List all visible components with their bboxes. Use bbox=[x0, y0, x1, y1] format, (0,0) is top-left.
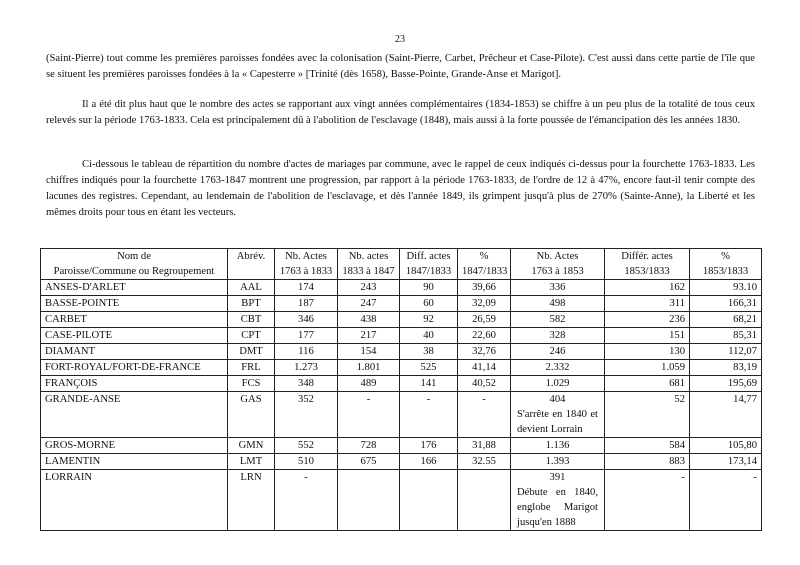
cell-c7: 166,31 bbox=[690, 296, 762, 312]
cell-name: FORT-ROYAL/FORT-DE-FRANCE bbox=[41, 360, 228, 376]
cell-name: BASSE-POINTE bbox=[41, 296, 228, 312]
cell-c6: 1.059 bbox=[605, 360, 690, 376]
header-name: Nom de Paroisse/Commune ou Regroupement bbox=[41, 249, 228, 280]
cell-c2: 728 bbox=[338, 438, 400, 454]
cell-c5: 246 bbox=[511, 344, 605, 360]
cell-c7: 105,80 bbox=[690, 438, 762, 454]
cell-name: GRANDE-ANSE bbox=[41, 392, 228, 438]
cell-c6: 151 bbox=[605, 328, 690, 344]
cell-name: CARBET bbox=[41, 312, 228, 328]
cell-abbr: CBT bbox=[228, 312, 275, 328]
cell-c1: 177 bbox=[275, 328, 338, 344]
cell-c1: 348 bbox=[275, 376, 338, 392]
cell-c5: 336 bbox=[511, 280, 605, 296]
cell-abbr: GMN bbox=[228, 438, 275, 454]
repartition-table bbox=[40, 248, 762, 531]
cell-c2: 243 bbox=[338, 280, 400, 296]
cell-abbr: DMT bbox=[228, 344, 275, 360]
cell-c3: 90 bbox=[400, 280, 458, 296]
table-row bbox=[41, 392, 762, 438]
cell-c7: 93.10 bbox=[690, 280, 762, 296]
cell-c1: 116 bbox=[275, 344, 338, 360]
cell-c1: 1.273 bbox=[275, 360, 338, 376]
cell-note: S'arrête en 1840 et devient Lorrain bbox=[517, 409, 598, 435]
cell-c1: 174 bbox=[275, 280, 338, 296]
header-actes-1833-1847: Nb. actes 1833 à 1847 bbox=[338, 249, 400, 280]
cell-c4: 32,76 bbox=[458, 344, 511, 360]
table-row bbox=[41, 328, 762, 344]
cell-c6: 236 bbox=[605, 312, 690, 328]
cell-c7: 195,69 bbox=[690, 376, 762, 392]
cell-name: CASE-PILOTE bbox=[41, 328, 228, 344]
cell-c5-with-note bbox=[511, 470, 605, 531]
cell-name: LORRAIN bbox=[41, 470, 228, 531]
cell-note: Débute en 1840, englobe Marigot jusqu'en 1888 bbox=[517, 487, 598, 528]
cell-c3: 92 bbox=[400, 312, 458, 328]
header-diff-1847: Diff. actes 1847/1833 bbox=[400, 249, 458, 280]
cell-c6: 883 bbox=[605, 454, 690, 470]
table-row bbox=[41, 280, 762, 296]
cell-c1: 552 bbox=[275, 438, 338, 454]
cell-c7: 173,14 bbox=[690, 454, 762, 470]
paragraph-1: (Saint-Pierre) tout comme les premières paroisses fondées avec la colonisation (Saint-Pierre, Carbet, Prêcheur et Case-Pilote). C'est aussi dans cette partie de l'île que se situent les premières paroisses fondées à la « Capesterre » [Trinité (dès 1658), Basse-Pointe, Grande-Anse et Marigot]. bbox=[46, 53, 755, 80]
cell-c7: 112,07 bbox=[690, 344, 762, 360]
cell-c5: 2.332 bbox=[511, 360, 605, 376]
cell-c4: 26,59 bbox=[458, 312, 511, 328]
cell-c6: 130 bbox=[605, 344, 690, 360]
cell-c6: - bbox=[605, 470, 690, 531]
cell-c3: - bbox=[400, 392, 458, 438]
cell-abbr: BPT bbox=[228, 296, 275, 312]
cell-c3: 166 bbox=[400, 454, 458, 470]
cell-c5: 1.393 bbox=[511, 454, 605, 470]
table-row bbox=[41, 312, 762, 328]
cell-c4: 41,14 bbox=[458, 360, 511, 376]
cell-c4: 32,09 bbox=[458, 296, 511, 312]
cell-c3: 38 bbox=[400, 344, 458, 360]
header-pct-1847: % 1847/1833 bbox=[458, 249, 511, 280]
cell-c5: 391 bbox=[549, 472, 566, 483]
cell-c6: 584 bbox=[605, 438, 690, 454]
table-row bbox=[41, 360, 762, 376]
cell-c2: 489 bbox=[338, 376, 400, 392]
cell-c2: 217 bbox=[338, 328, 400, 344]
cell-abbr: GAS bbox=[228, 392, 275, 438]
cell-abbr: FCS bbox=[228, 376, 275, 392]
cell-abbr: AAL bbox=[228, 280, 275, 296]
cell-c5: 1.136 bbox=[511, 438, 605, 454]
cell-abbr: LMT bbox=[228, 454, 275, 470]
table-row bbox=[41, 344, 762, 360]
cell-c7: 68,21 bbox=[690, 312, 762, 328]
cell-c2: 154 bbox=[338, 344, 400, 360]
table-row bbox=[41, 470, 762, 531]
cell-c2 bbox=[338, 470, 400, 531]
table-row bbox=[41, 376, 762, 392]
cell-c5: 1.029 bbox=[511, 376, 605, 392]
cell-c5-with-note bbox=[511, 392, 605, 438]
cell-c1: 346 bbox=[275, 312, 338, 328]
header-pct-1853: % 1853/1833 bbox=[690, 249, 762, 280]
cell-c1: 187 bbox=[275, 296, 338, 312]
header-actes-1763-1833: Nb. Actes 1763 à 1833 bbox=[275, 249, 338, 280]
paragraph-2: Il a été dit plus haut que le nombre des actes se rapportant aux vingt années complémentaires (1834-1853) se chiffre à un peu plus de la totalité de tous ceux relevés sur la période 1763-1833. Cela est principalement dû à l'abolition de l'esclavage (1848), mais aussi à la forte poussée de l'émancipation dès les années 1830. bbox=[46, 99, 755, 126]
cell-c1: - bbox=[275, 470, 338, 531]
cell-c6: 311 bbox=[605, 296, 690, 312]
cell-c6: 162 bbox=[605, 280, 690, 296]
cell-c6: 681 bbox=[605, 376, 690, 392]
cell-c3: 40 bbox=[400, 328, 458, 344]
cell-c4: - bbox=[458, 392, 511, 438]
cell-name: LAMENTIN bbox=[41, 454, 228, 470]
cell-c7: 83,19 bbox=[690, 360, 762, 376]
paragraph-3: Ci-dessous le tableau de répartition du nombre d'actes de mariages par commune, avec le rappel de ceux indiqués ci-dessus pour la fourchette 1763-1833. Les chiffres indiqués pour la fourchette 1763-1847 montrent une progression, par rapport à la période 1763-1833, de l'ordre de 12 à 47%, encore faut-il tenir compte des lacunes des registres. Cependant, au lendemain de l'abolition de l'esclavage, et dès l'année 1849, ils grimpent jusqu'à plus de 270% (Sainte-Anne), la Liberté et les mêmes droits pour tous en étant les vecteurs. bbox=[46, 159, 755, 218]
table-row bbox=[41, 296, 762, 312]
header-diff-1853: Différ. actes 1853/1833 bbox=[605, 249, 690, 280]
cell-c4: 40,52 bbox=[458, 376, 511, 392]
cell-c1: 510 bbox=[275, 454, 338, 470]
cell-c4: 22,60 bbox=[458, 328, 511, 344]
cell-name: FRANÇOIS bbox=[41, 376, 228, 392]
cell-c5: 328 bbox=[511, 328, 605, 344]
table-row bbox=[41, 454, 762, 470]
cell-name: ANSES-D'ARLET bbox=[41, 280, 228, 296]
cell-c4: 39,66 bbox=[458, 280, 511, 296]
cell-c7: 14,77 bbox=[690, 392, 762, 438]
header-actes-1763-1853: Nb. Actes 1763 à 1853 bbox=[511, 249, 605, 280]
table-header bbox=[41, 249, 762, 280]
cell-c4: 32.55 bbox=[458, 454, 511, 470]
cell-c4: 31,88 bbox=[458, 438, 511, 454]
cell-c3: 525 bbox=[400, 360, 458, 376]
cell-c5: 582 bbox=[511, 312, 605, 328]
cell-name: GROS-MORNE bbox=[41, 438, 228, 454]
cell-c3 bbox=[400, 470, 458, 531]
cell-c3: 60 bbox=[400, 296, 458, 312]
cell-abbr: FRL bbox=[228, 360, 275, 376]
table-body bbox=[41, 280, 762, 531]
cell-c2: 1.801 bbox=[338, 360, 400, 376]
cell-c2: - bbox=[338, 392, 400, 438]
cell-c3: 141 bbox=[400, 376, 458, 392]
cell-abbr: CPT bbox=[228, 328, 275, 344]
cell-c2: 675 bbox=[338, 454, 400, 470]
cell-c5: 498 bbox=[511, 296, 605, 312]
cell-c7: - bbox=[690, 470, 762, 531]
table-row bbox=[41, 438, 762, 454]
cell-c2: 438 bbox=[338, 312, 400, 328]
cell-c1: 352 bbox=[275, 392, 338, 438]
cell-c2: 247 bbox=[338, 296, 400, 312]
page-number: 23 bbox=[395, 34, 405, 45]
cell-name: DIAMANT bbox=[41, 344, 228, 360]
cell-abbr: LRN bbox=[228, 470, 275, 531]
cell-c3: 176 bbox=[400, 438, 458, 454]
cell-c7: 85,31 bbox=[690, 328, 762, 344]
cell-c5: 404 bbox=[549, 394, 566, 405]
header-abbr: Abrév. bbox=[228, 249, 275, 280]
cell-c6: 52 bbox=[605, 392, 690, 438]
cell-c4 bbox=[458, 470, 511, 531]
